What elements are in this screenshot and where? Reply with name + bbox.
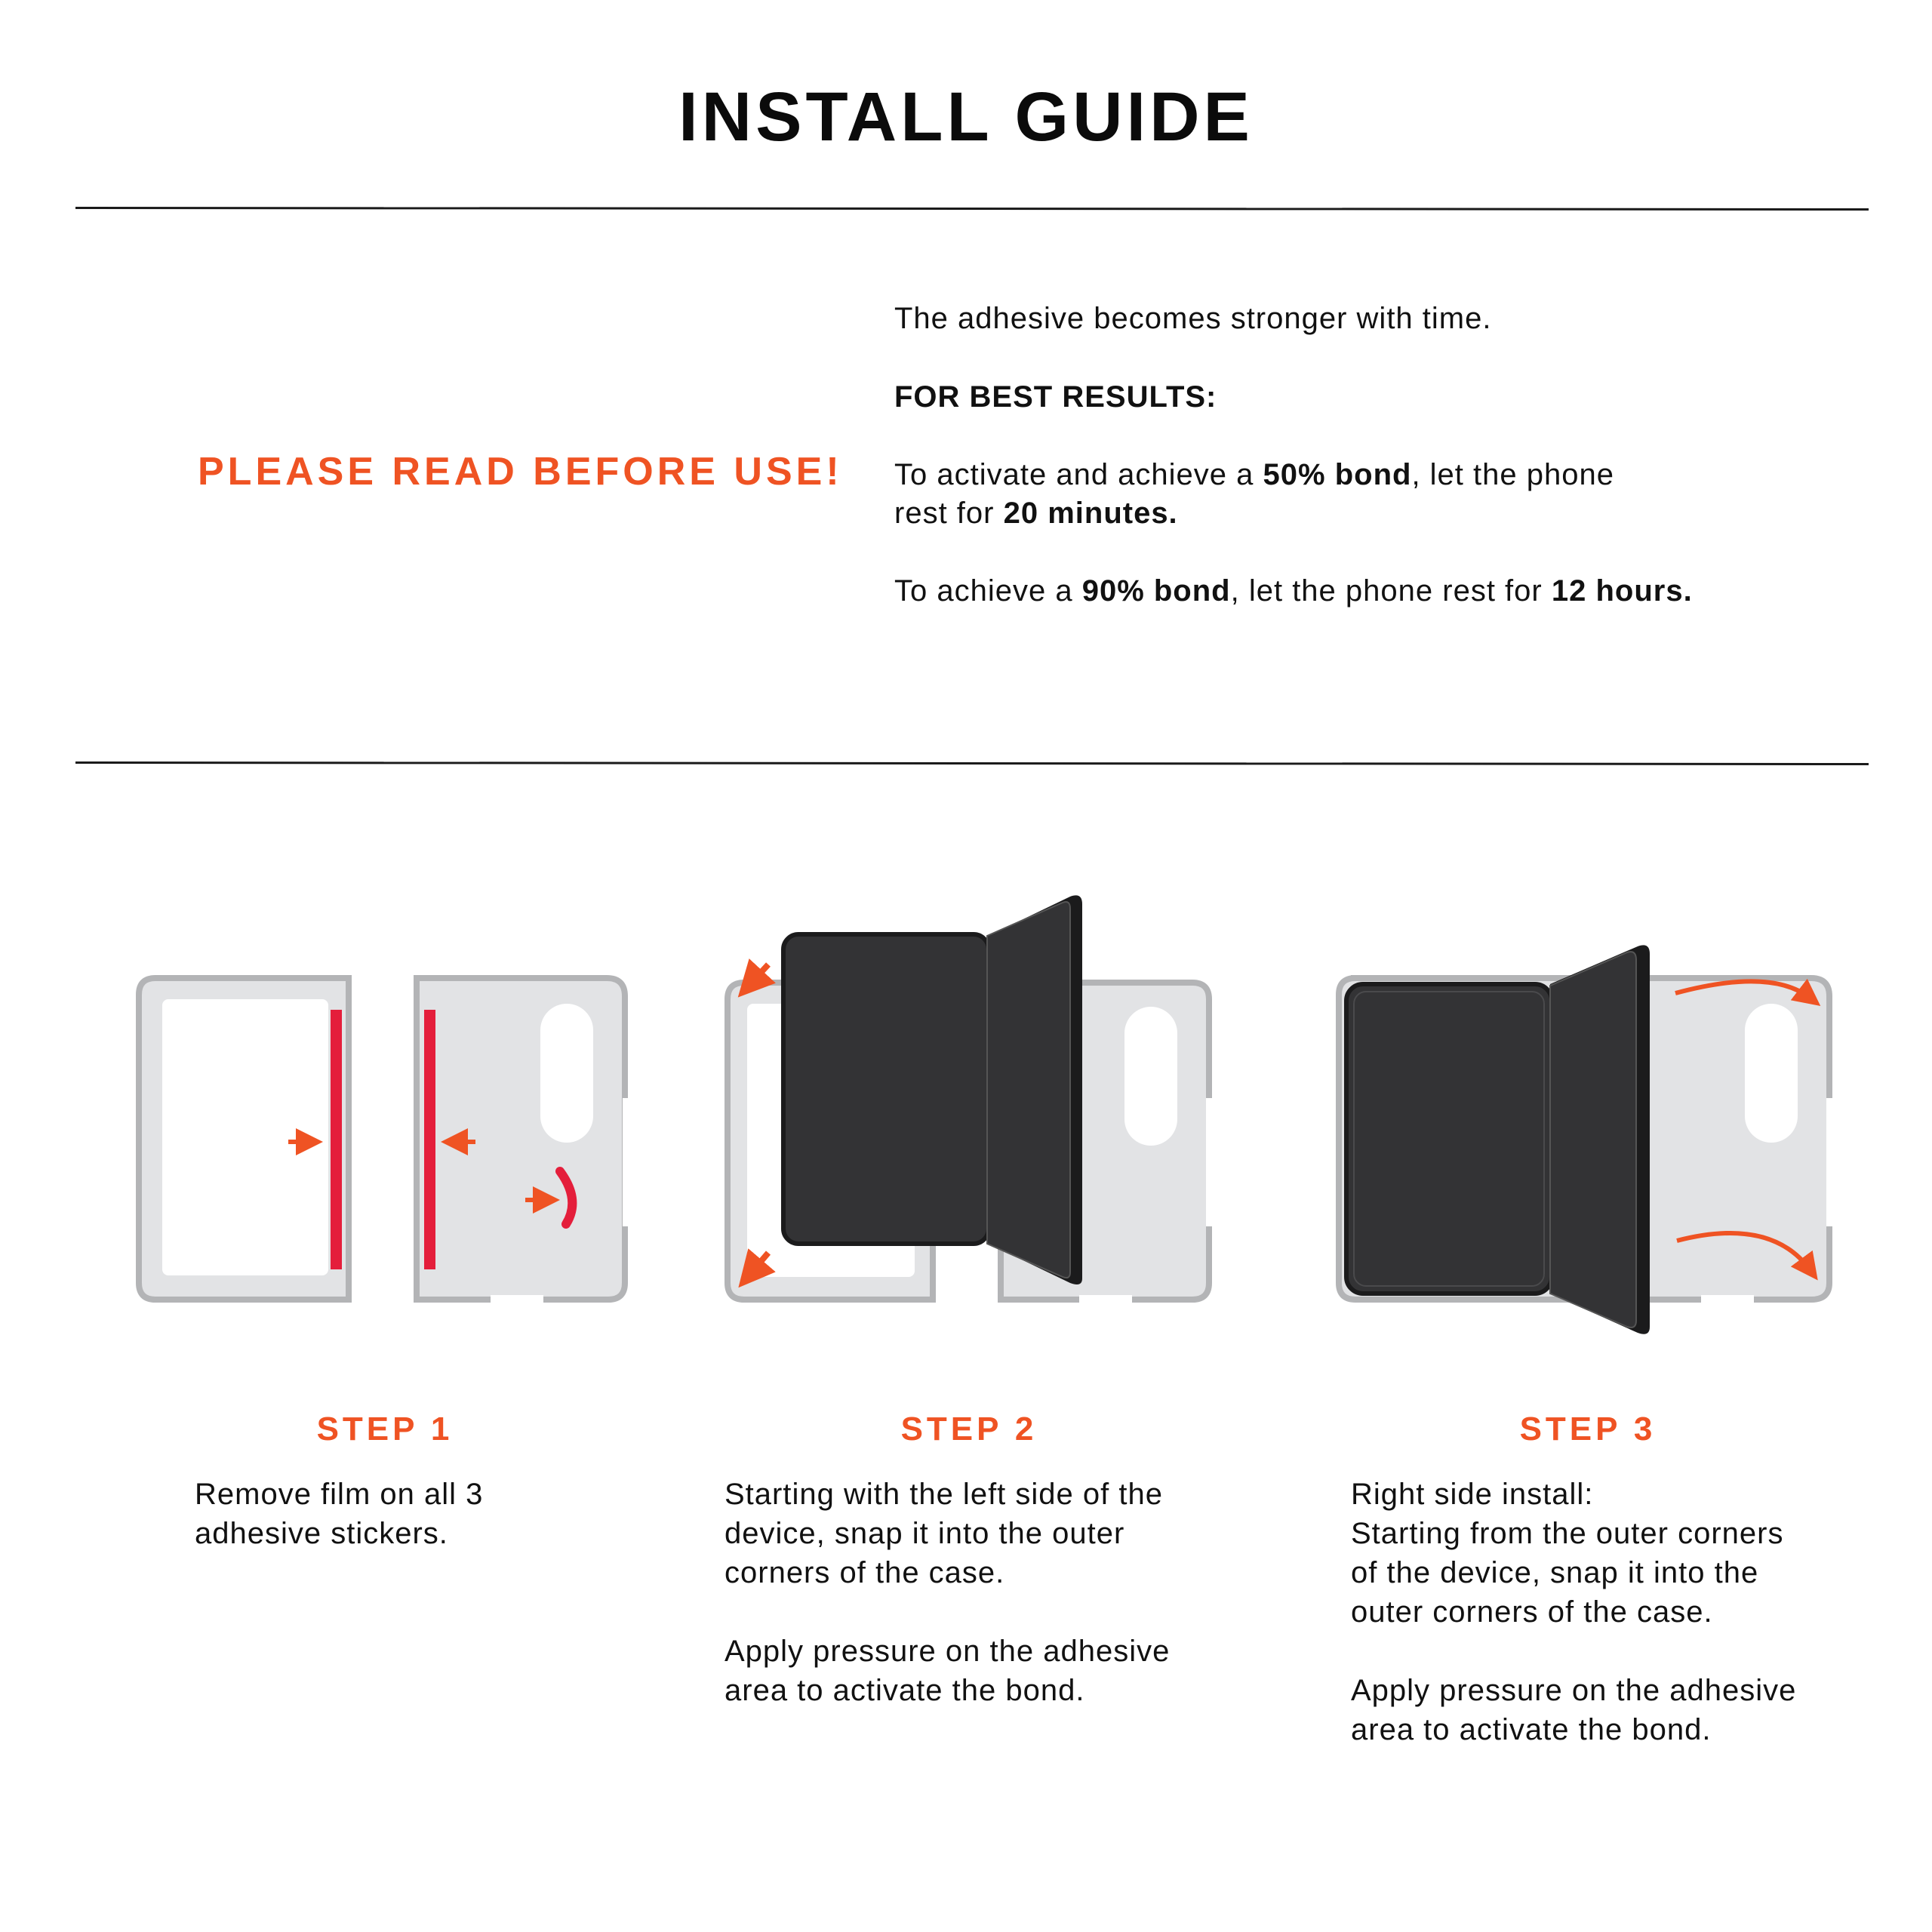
info-bold: 20 minutes. [1003, 497, 1178, 530]
device-folding [783, 895, 1082, 1284]
case-right-half [417, 978, 632, 1304]
info-bold: 12 hours. [1551, 574, 1693, 608]
info-text: To activate and achieve a [894, 458, 1263, 491]
step1-text: Remove film on all 3 adhesive stickers. [195, 1478, 484, 1550]
page-title: INSTALL GUIDE [678, 78, 1254, 155]
info-text: , let the phone rest for [1230, 574, 1552, 608]
step2-illustration [728, 895, 1215, 1304]
info-bold: 50% bond [1263, 458, 1412, 491]
notice-heading: PLEASE READ BEFORE USE! [198, 450, 843, 494]
info-line-1: The adhesive becomes stronger with time. [894, 302, 1492, 335]
step3-illustration [1339, 945, 1835, 1334]
step2-text: Starting with the left side of the device, snap it into the outer corners of the case. Apply pressure on the adhesive area to activate the bond. [724, 1478, 1171, 1707]
info-text: To achieve a [894, 574, 1082, 608]
step1-title: STEP 1 [316, 1411, 454, 1447]
step2-title: STEP 2 [900, 1411, 1038, 1447]
info-heading: FOR BEST RESULTS: [894, 380, 1217, 414]
step3-text: Right side install: Starting from the outer corners of the device, snap it into the outer corners of the case. Apply pressure on the adhesive area to activate the bond. [1351, 1478, 1797, 1746]
case-left-half [139, 978, 349, 1300]
camera-cutout [540, 1004, 593, 1143]
adhesive-strip-left [331, 1010, 342, 1269]
step1-illustration [139, 978, 632, 1304]
info-text: rest for [894, 497, 1004, 530]
adhesive-strip-right [424, 1010, 435, 1269]
device-installed [1346, 945, 1650, 1334]
info-text: , let the phone [1411, 458, 1614, 491]
info-bold: 90% bond [1081, 574, 1231, 608]
step3-title: STEP 3 [1519, 1411, 1657, 1447]
